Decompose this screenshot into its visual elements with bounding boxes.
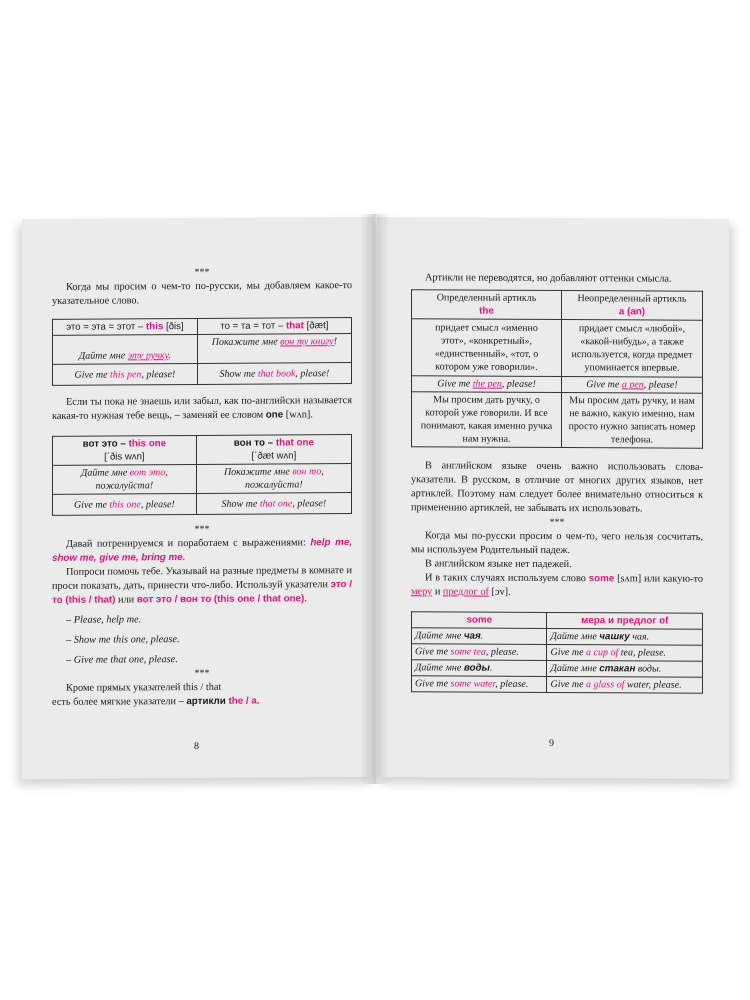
some-measure-table <box>411 611 703 694</box>
table-cell: Give me some tea, please. <box>412 644 547 661</box>
table-cell: придает смысл «именно этот», «конкретный», «единственный», «тот, о котором уже говорили». <box>412 319 562 377</box>
table-cell: Give me a glass of water, please. <box>547 676 703 693</box>
table-header-cell: Неопределенный артикль a (an) <box>561 291 702 321</box>
dialog-line: – Show me this one, please. <box>66 634 180 646</box>
table-header-cell: то = та = тот – that [ðæt] <box>197 318 351 335</box>
table-row <box>53 363 352 386</box>
table-row <box>412 319 703 378</box>
left-page <box>22 217 374 779</box>
table-row <box>53 334 352 365</box>
table-row <box>412 628 703 646</box>
right-page-content <box>411 271 703 694</box>
right-page <box>377 217 729 779</box>
table-cell: Мы просим дать ручку, о которой уже говорили. И все понимают, какая именно ручка нам нужна. <box>412 392 562 448</box>
articles-paragraph: Артикли не переводятся, но добавляют оттенки смысла. <box>425 272 672 285</box>
table-row <box>412 392 703 449</box>
table-header-cell: это = эта = этот – this [ðis] <box>53 319 198 336</box>
table-header-cell: вон то – that one [ˊðæt wʌn] <box>196 435 351 465</box>
articles-table <box>411 289 703 449</box>
table-cell: Дайте мне вот это, пожалуйста! <box>53 465 197 495</box>
table-cell: Give me the pen, please! <box>412 376 562 393</box>
intro-paragraph: Когда мы просим о чем-то по-русски, мы добавляем какое-то указательное слово. <box>52 280 352 307</box>
table-row <box>412 612 703 630</box>
table-header-cell: some <box>412 612 547 629</box>
genitive-paragraph: Когда мы по-русски просим о чем-то, чего нельзя сосчитать, мы используем Родительный падеж. <box>411 530 703 557</box>
articles-intro-line: Кроме прямых указателей this / that <box>66 681 222 694</box>
table-row <box>53 464 352 495</box>
table-cell: Give me a cup of tea, please. <box>547 644 703 661</box>
table-cell: Покажите мне вон то, пожалуйста! <box>196 464 351 494</box>
table-cell: Дайте мне чая. <box>412 628 547 645</box>
page-number: 9 <box>549 737 554 750</box>
table-cell: Дайте мне чашку чая. <box>547 628 703 645</box>
dialog-line: – Please, help me. <box>66 614 142 626</box>
table-cell: Покажите мне вон ту книгу! <box>197 334 351 364</box>
this-one-that-one-table <box>52 434 352 516</box>
table-row <box>412 376 703 394</box>
instruction-paragraph: Попроси помочь тебе. Указывай на разные предметы в комнате и проси показать, дать, принести что-либо. Используй указатели это / то (this / that) или вот это / вон то (this one / that one). <box>52 565 352 606</box>
table-row <box>412 676 703 694</box>
table-row <box>412 290 703 321</box>
section-divider: *** <box>194 523 210 536</box>
table-row <box>53 493 352 516</box>
table-cell: Give me this one, please! <box>53 494 197 516</box>
table-cell: придает смысл «любой», «какой-нибудь», а также используется, когда предмет упоминается впервые. <box>561 320 702 378</box>
left-page-content <box>52 265 352 710</box>
table-header-cell: Определенный артикль the <box>412 290 562 320</box>
this-that-table <box>52 317 352 386</box>
table-cell: Give me this pen, please! <box>53 364 198 386</box>
no-cases-paragraph: В английском языке нет падежей. <box>425 558 572 571</box>
practice-paragraph: Давай потренируемся и поработаем с выражениями: help me, show me, give me, bring me. <box>52 537 352 564</box>
articles-intro-line: есть более мягкие указатели – артикли the / a. <box>52 695 260 708</box>
table-cell: Мы просим дать ручку, и нам не важно, какую именно, нам просто нужно записать номер телефона. <box>561 393 702 449</box>
table-cell: Give me some water, please. <box>412 676 547 693</box>
table-row <box>53 435 352 466</box>
table-row <box>412 644 703 662</box>
some-paragraph: И в таких случаях используем слово some [sʌm] или какую-то меру и предлог of [ɔv]. <box>411 572 703 598</box>
table-header-cell: мера и предлог of <box>547 612 703 629</box>
section-divider: *** <box>549 516 565 529</box>
table-cell: Дайте мне эту ручку. <box>53 335 198 365</box>
section-divider: *** <box>194 266 210 279</box>
table-header-cell: вот это – this one [ˊðis wʌn] <box>53 436 197 466</box>
table-row <box>412 660 703 678</box>
table-cell: Show me that book, please! <box>197 363 351 385</box>
table-cell: Show me that one, please! <box>196 493 351 515</box>
table-row <box>53 318 352 336</box>
page-number: 8 <box>194 740 199 753</box>
section-divider: *** <box>194 667 210 680</box>
one-paragraph: Если ты пока не знаешь или забыл, как по-английски называется какая-то нужная тебе вещь, – заменяй ее словом one [wʌn]. <box>52 395 352 422</box>
table-cell: Дайте мне воды. <box>412 660 547 677</box>
table-cell: Дайте мне стакан воды. <box>547 660 703 677</box>
table-cell: Give me a pen, please! <box>561 377 702 394</box>
dialog-line: – Give me that one, please. <box>66 654 178 666</box>
pointer-words-paragraph: В английском языке очень важно использовать слова-указатели. В русском, в отличие от многих других языков, нет артиклей. Поэтому нам следует более внимательно относиться к применению артиклей, не забывать их использовать. <box>411 460 703 515</box>
